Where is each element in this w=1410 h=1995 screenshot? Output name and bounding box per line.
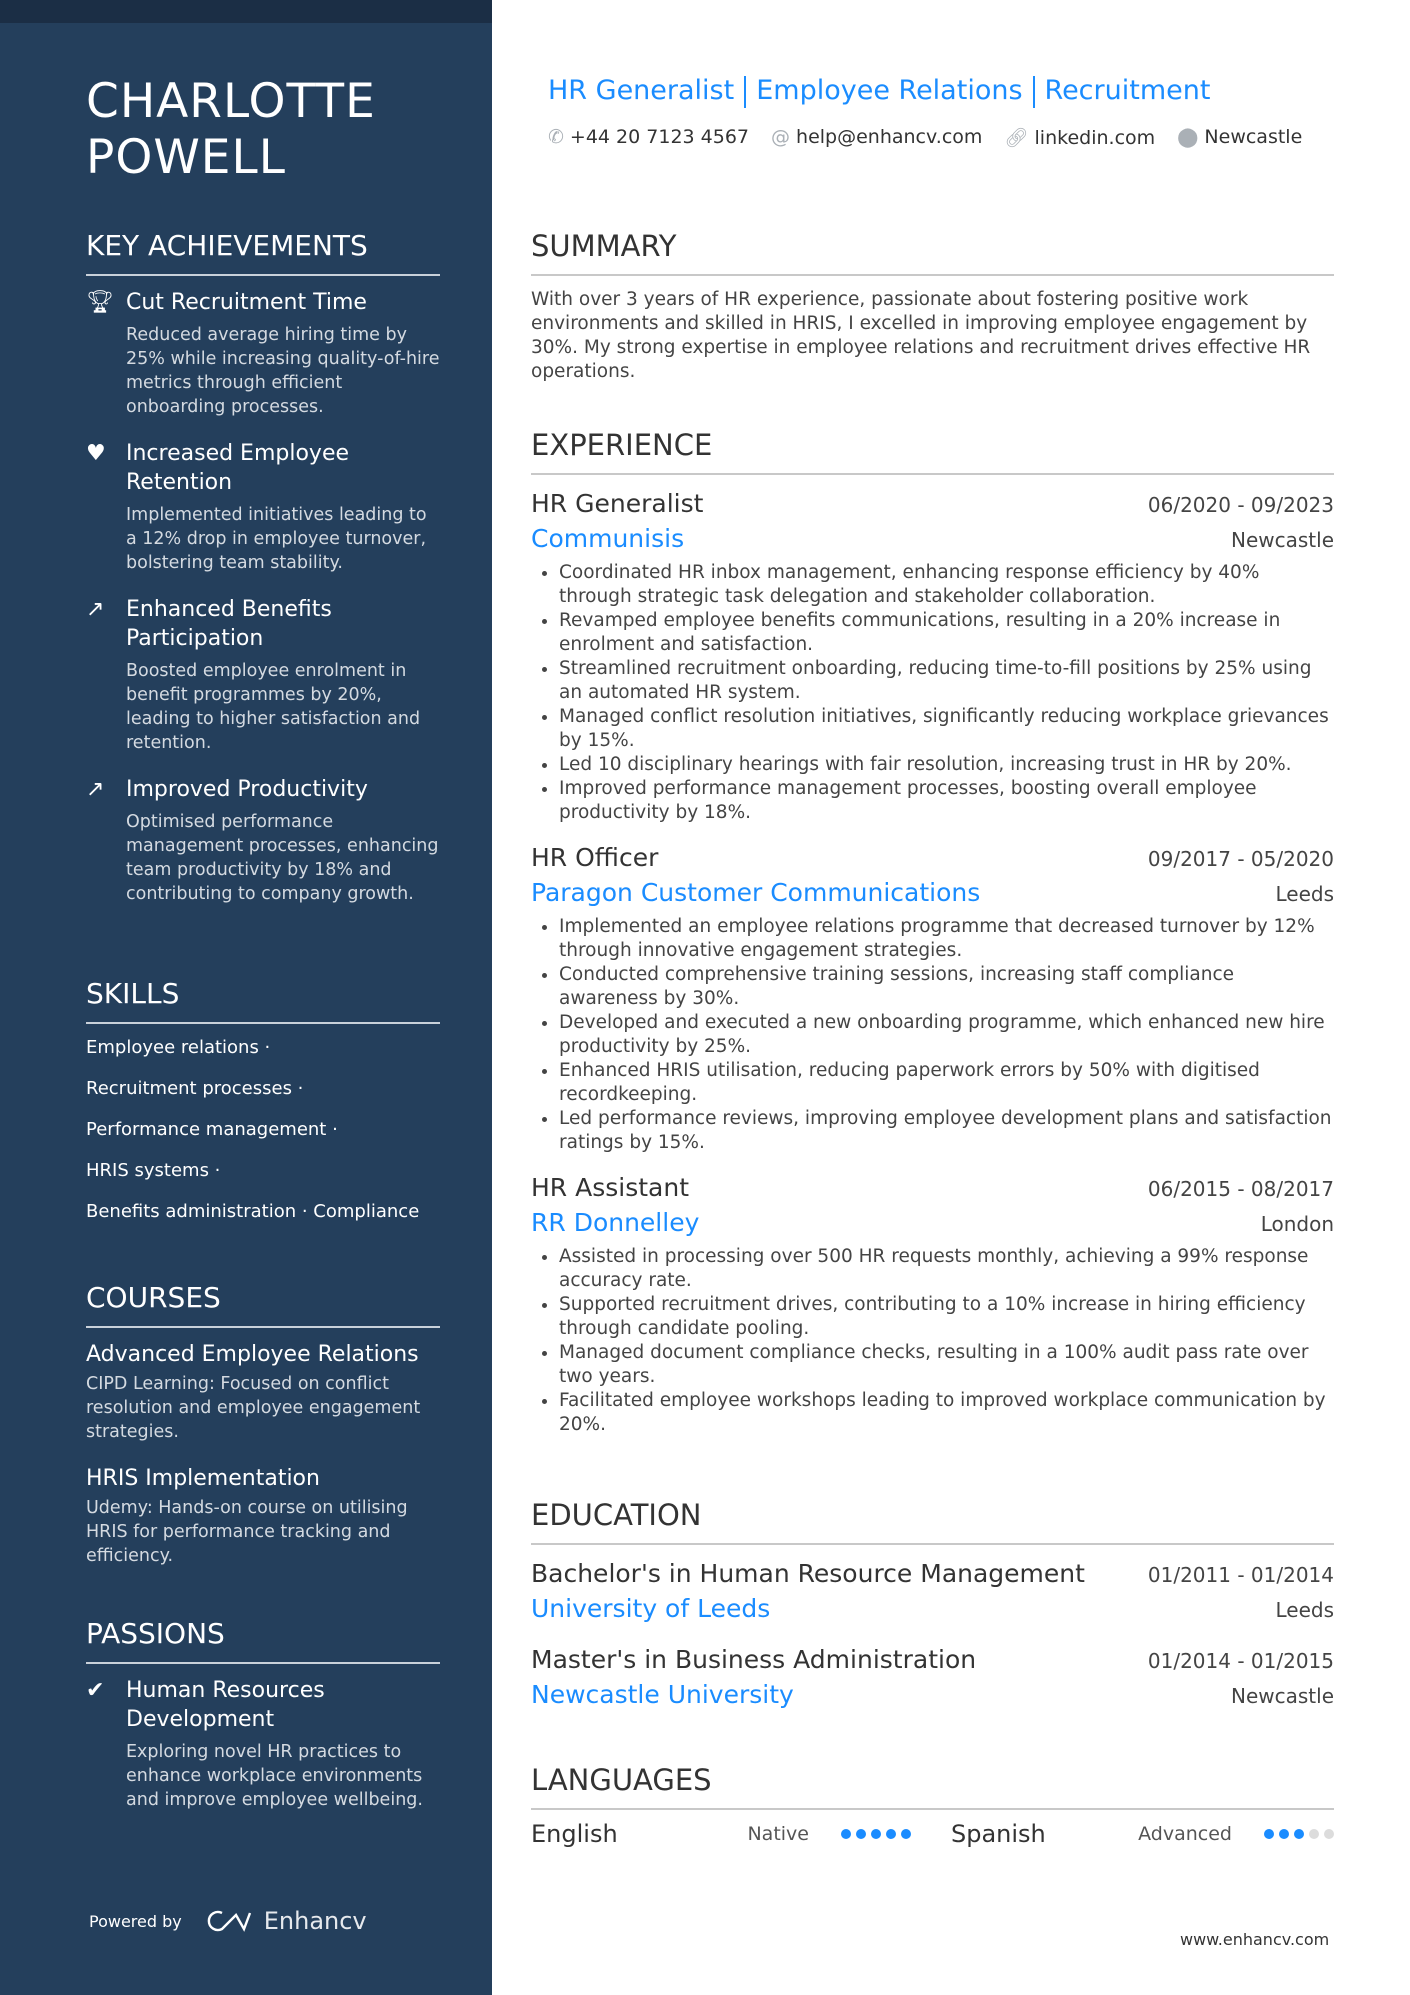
edu-date: 01/2011 - 01/2014 — [1147, 1563, 1334, 1587]
job-bullet: • Led 10 disciplinary hearings with fair resolution, increasing trust in HR by 20%. — [559, 753, 1334, 777]
job-entry — [531, 487, 1334, 825]
job-bullet: • Improved performance management processes, boosting overall employee productivity by 18%. — [559, 777, 1334, 825]
achievement-desc: Reduced average hiring time by 25% while increasing quality-of-hire metrics through efficient onboarding processes. — [126, 325, 440, 417]
achievement-desc: Boosted employee enrolment in benefit programmes by 20%, leading to higher satisfaction and retention. — [126, 661, 421, 753]
experience-section — [531, 427, 1334, 1453]
language-name: English — [531, 1820, 618, 1848]
course-item — [86, 1340, 440, 1444]
proficiency-dots — [841, 1829, 911, 1839]
proficiency-dot — [1294, 1829, 1304, 1839]
job-bullet: • Coordinated HR inbox management, enhancing response efficiency by 40% through strategic task delegation and stakeholder collaboration. — [559, 561, 1334, 609]
headline: HR Generalist Employee Relations Recruitment — [548, 75, 1211, 106]
job-entry — [531, 841, 1334, 1155]
job-date: 06/2015 - 08/2017 — [1147, 1177, 1334, 1201]
job-date: 06/2020 - 09/2023 — [1147, 493, 1334, 517]
job-bullet: • Enhanced HRIS utilisation, reducing paperwork errors by 50% with digitised recordkeeping. — [559, 1059, 1334, 1107]
section-title: PASSIONS — [86, 1616, 440, 1664]
achievement-item — [86, 439, 440, 575]
skills-section — [86, 976, 440, 1241]
phone-icon: ✆ — [548, 126, 564, 148]
phone[interactable]: ✆ +44 20 7123 4567 — [548, 126, 750, 148]
linkedin[interactable]: 🔗︎ linkedin.com — [1004, 127, 1156, 149]
candidate-name: CHARLOTTE POWELL — [86, 74, 376, 185]
location: ⬤ Newcastle — [1177, 126, 1303, 148]
proficiency-dot — [901, 1829, 911, 1839]
edu-location: Newcastle — [1231, 1684, 1334, 1708]
edu-location: Leeds — [1275, 1598, 1334, 1622]
edu-date: 01/2014 - 01/2015 — [1147, 1649, 1334, 1673]
job-date: 09/2017 - 05/2020 — [1147, 847, 1334, 871]
passion-item — [86, 1676, 440, 1812]
trophy-icon: 🏆︎ — [86, 290, 114, 315]
education-entry — [531, 1557, 1334, 1627]
section-title: SKILLS — [86, 976, 440, 1024]
job-bullet: • Managed document compliance checks, resulting in a 100% audit pass rate over two years. — [559, 1341, 1334, 1389]
job-bullets — [559, 915, 1334, 1155]
job-role: HR Generalist — [531, 489, 704, 518]
section-title: COURSES — [86, 1280, 440, 1328]
strategy-icon: ↗ — [86, 597, 105, 622]
section-title: EDUCATION — [531, 1497, 1334, 1545]
achievement-desc: Implemented initiatives leading to a 12% drop in employee turnover, bolstering team stability. — [126, 505, 427, 573]
proficiency-dot — [1324, 1829, 1334, 1839]
enhancv-logo-icon — [206, 1908, 252, 1934]
proficiency-dot — [886, 1829, 896, 1839]
check-icon: ✔ — [86, 1678, 105, 1703]
proficiency-dot — [841, 1829, 851, 1839]
achievement-title: Increased Employee Retention — [126, 441, 350, 495]
achievement-desc: Optimised performance management processes, enhancing team productivity by 18% and contributing to company growth. — [126, 812, 439, 904]
education-entry — [531, 1643, 1334, 1713]
achievement-title: Improved Productivity — [126, 777, 368, 802]
skill-item: Benefits administration · Compliance — [86, 1201, 420, 1222]
heart-icon: ♥ — [86, 441, 106, 466]
degree: Bachelor's in Human Resource Management — [531, 1559, 1085, 1588]
achievement-title: Enhanced Benefits Participation — [126, 597, 332, 651]
language-level: Native — [747, 1823, 809, 1845]
course-title: HRIS Implementation — [86, 1466, 320, 1491]
company-name[interactable]: RR Donnelley — [531, 1208, 700, 1237]
achievements-section — [86, 228, 440, 926]
achievement-item — [86, 595, 440, 755]
job-entry — [531, 1171, 1334, 1437]
job-bullet: • Developed and executed a new onboarding programme, which enhanced new hire productivity by 25%. — [559, 1011, 1334, 1059]
proficiency-dot — [856, 1829, 866, 1839]
at-icon: @ — [771, 126, 791, 148]
divider — [744, 76, 746, 108]
job-bullet: • Facilitated employee workshops leading to improved workplace communication by 20%. — [559, 1389, 1334, 1437]
proficiency-dot — [1279, 1829, 1289, 1839]
summary-section — [531, 228, 1334, 384]
section-title: LANGUAGES — [531, 1762, 1334, 1810]
sidebar — [0, 0, 492, 1995]
job-location: London — [1260, 1212, 1334, 1236]
website-link[interactable]: www.enhancv.com — [1180, 1930, 1330, 1949]
education-section — [531, 1497, 1334, 1729]
job-bullet: • Revamped employee benefits communications, resulting in a 20% increase in enrolment and satisfaction. — [559, 609, 1334, 657]
courses-section — [86, 1280, 440, 1588]
enhancv-logo[interactable]: Enhancv — [206, 1907, 367, 1935]
skill-item: Employee relations · — [86, 1037, 271, 1058]
strategy-icon: ↗ — [86, 777, 105, 802]
job-bullet: • Assisted in processing over 500 HR requests monthly, achieving a 99% response accuracy rate. — [559, 1245, 1334, 1293]
proficiency-dot — [871, 1829, 881, 1839]
passions-section — [86, 1616, 440, 1832]
job-bullet: • Conducted comprehensive training sessions, increasing staff compliance awareness by 30%. — [559, 963, 1334, 1011]
achievement-item — [86, 775, 440, 906]
language-name: Spanish — [951, 1820, 1046, 1848]
achievement-title: Cut Recruitment Time — [126, 290, 367, 315]
skill-item: HRIS systems · — [86, 1160, 221, 1181]
degree: Master's in Business Administration — [531, 1645, 977, 1674]
powered-by: Powered by Enhancv — [89, 1907, 367, 1935]
language-item — [951, 1820, 1334, 1848]
job-location: Leeds — [1275, 882, 1334, 906]
company-name[interactable]: Communisis — [531, 524, 685, 553]
location-pin-icon: ⬤ — [1177, 126, 1199, 148]
job-role: HR Officer — [531, 843, 659, 872]
achievement-item — [86, 288, 440, 419]
section-title: SUMMARY — [531, 228, 1334, 276]
job-bullet: • Implemented an employee relations programme that decreased turnover by 12% through innovative engagement strategies. — [559, 915, 1334, 963]
top-band — [0, 0, 492, 23]
passion-title: Human Resources Development — [126, 1678, 325, 1732]
proficiency-dots — [1264, 1829, 1334, 1839]
job-bullet: • Streamlined recruitment onboarding, reducing time-to-fill positions by 25% using an automated HR system. — [559, 657, 1334, 705]
job-bullets — [559, 561, 1334, 825]
job-bullets — [559, 1245, 1334, 1437]
language-level: Advanced — [1138, 1823, 1232, 1845]
school-name[interactable]: Newcastle University — [531, 1680, 794, 1709]
language-item — [531, 1820, 911, 1848]
course-item — [86, 1464, 440, 1568]
course-desc: CIPD Learning: Focused on conflict resolution and employee engagement strategies. — [86, 1374, 421, 1442]
divider — [1033, 76, 1035, 108]
email[interactable]: @ help@enhancv.com — [771, 126, 983, 148]
job-bullet: • Supported recruitment drives, contributing to a 10% increase in hiring efficiency through candidate pooling. — [559, 1293, 1334, 1341]
skill-item: Performance management · — [86, 1119, 338, 1140]
proficiency-dot — [1264, 1829, 1274, 1839]
passion-desc: Exploring novel HR practices to enhance workplace environments and improve employee wellbeing. — [126, 1742, 423, 1810]
job-bullet: • Led performance reviews, improving employee development plans and satisfaction ratings by 15%. — [559, 1107, 1334, 1155]
summary-text: With over 3 years of HR experience, passionate about fostering positive work environments and skilled in HRIS, I excelled in improving employee engagement by 30%. My strong expertise in employee relations and recruitment drives effective HR operations. — [531, 289, 1311, 382]
languages-section — [531, 1762, 1334, 1848]
proficiency-dot — [1309, 1829, 1319, 1839]
job-location: Newcastle — [1231, 528, 1334, 552]
school-name[interactable]: University of Leeds — [531, 1594, 771, 1623]
course-title: Advanced Employee Relations — [86, 1342, 419, 1367]
section-title: KEY ACHIEVEMENTS — [86, 228, 440, 276]
job-bullet: • Managed conflict resolution initiatives, significantly reducing workplace grievances by 15%. — [559, 705, 1334, 753]
section-title: EXPERIENCE — [531, 427, 1334, 475]
course-desc: Udemy: Hands-on course on utilising HRIS for performance tracking and efficiency. — [86, 1498, 408, 1566]
skill-item: Recruitment processes · — [86, 1078, 304, 1099]
company-name[interactable]: Paragon Customer Communications — [531, 878, 981, 907]
link-icon: 🔗︎ — [1004, 127, 1029, 149]
contact-info — [548, 126, 1351, 149]
job-role: HR Assistant — [531, 1173, 690, 1202]
